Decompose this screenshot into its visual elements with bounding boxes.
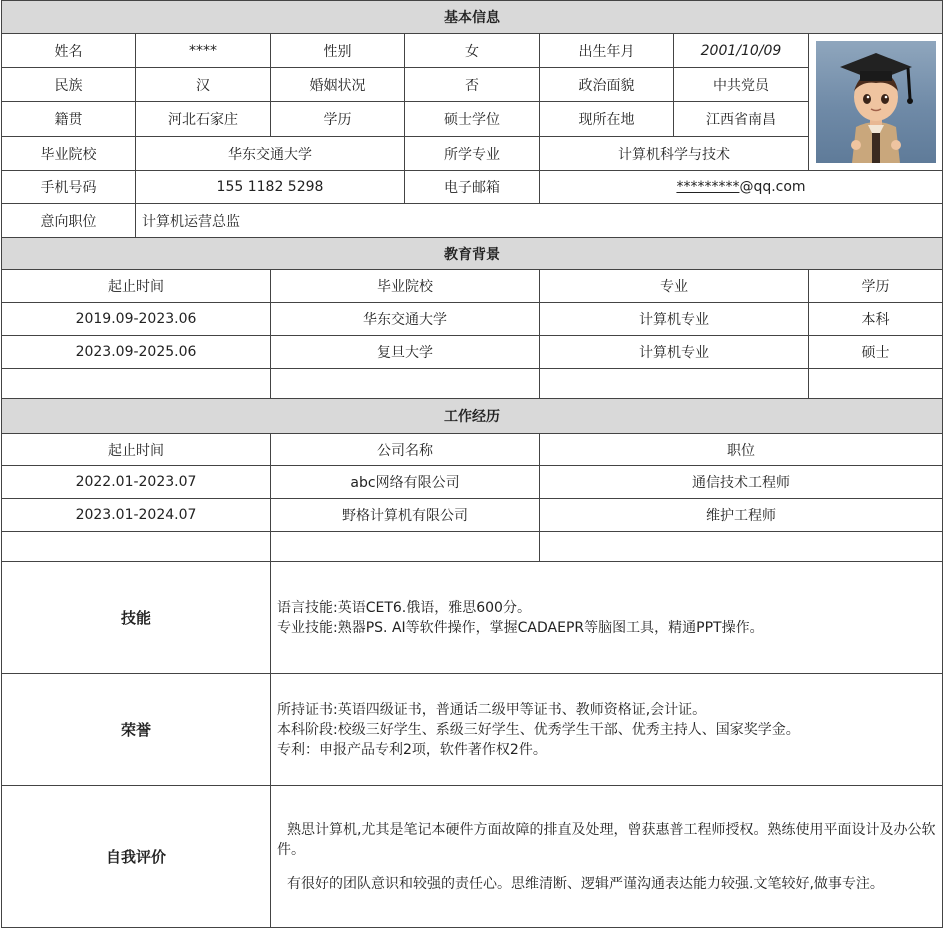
honors-content — [271, 674, 943, 786]
skills-label: 技能 — [2, 562, 271, 674]
section-basic-title: 基本信息 — [2, 1, 943, 34]
edu-header-degree: 学历 — [809, 270, 943, 303]
photo-cell — [809, 34, 943, 171]
gender-label: 性别 — [271, 34, 405, 68]
ethnic-value: 汉 — [136, 68, 271, 102]
resume-table — [1, 0, 943, 928]
work-empty-cell — [2, 532, 271, 562]
native-value: 河北石家庄 — [136, 102, 271, 137]
honors-line: 本科阶段:校级三好学生、系级三好学生、优秀学生干部、优秀主持人、国家奖学金。 — [277, 721, 800, 738]
position-value: 计算机运营总监 — [136, 204, 943, 238]
edu-degree: 硕士 — [809, 336, 943, 369]
major-value: 计算机科学与技术 — [540, 137, 809, 171]
self-eval-content — [271, 786, 943, 928]
work-position: 维护工程师 — [540, 499, 943, 532]
skills-line: 专业技能:熟器PS. AI等软件操作，掌握CADAEPR等脑图工具，精通PPT操作。 — [277, 619, 764, 636]
location-label: 现所在地 — [540, 102, 674, 137]
section-education-title: 教育背景 — [2, 238, 943, 270]
edu-school: 复旦大学 — [271, 336, 540, 369]
edu-empty-cell — [2, 369, 271, 399]
birth-value: 2001/10/09 — [674, 34, 809, 68]
location-value: 江西省南昌 — [674, 102, 809, 137]
table-row — [2, 499, 943, 532]
edu-header-school: 毕业院校 — [271, 270, 540, 303]
table-row — [2, 466, 943, 499]
name-label: 姓名 — [2, 34, 136, 68]
work-period: 2023.01-2024.07 — [2, 499, 271, 532]
native-label: 籍贯 — [2, 102, 136, 137]
work-empty-cell — [271, 532, 540, 562]
paragraph-gap — [277, 860, 936, 874]
degree-value: 硕士学位 — [405, 102, 540, 137]
phone-value: 155 1182 5298 — [136, 171, 405, 204]
email-masked: ********* — [676, 179, 740, 195]
work-header-position: 职位 — [540, 434, 943, 466]
ethnic-label: 民族 — [2, 68, 136, 102]
self-eval-paragraph: 有很好的团队意识和较强的责任心。思维清断、逻辑严谨沟通表达能力较强.文笔较好,做事专注。 — [287, 875, 884, 892]
edu-period: 2023.09-2025.06 — [2, 336, 271, 369]
work-empty-cell — [540, 532, 943, 562]
edu-school: 华东交通大学 — [271, 303, 540, 336]
edu-major: 计算机专业 — [540, 303, 809, 336]
edu-major: 计算机专业 — [540, 336, 809, 369]
table-row — [2, 303, 943, 336]
edu-empty-cell — [540, 369, 809, 399]
degree-label: 学历 — [271, 102, 405, 137]
political-label: 政治面貌 — [540, 68, 674, 102]
phone-label: 手机号码 — [2, 171, 136, 204]
edu-period: 2019.09-2023.06 — [2, 303, 271, 336]
table-row — [2, 336, 943, 369]
honors-line: 专利：申报产品专利2项，软件著作权2件。 — [277, 741, 547, 758]
self-eval-label: 自我评价 — [2, 786, 271, 928]
work-position: 通信技术工程师 — [540, 466, 943, 499]
honors-line: 所持证书:英语四级证书，普通话二级甲等证书、教师资格证,会计证。 — [277, 701, 707, 718]
work-header-period: 起止时间 — [2, 434, 271, 466]
edu-header-period: 起止时间 — [2, 270, 271, 303]
self-eval-paragraph: 熟思计算机,尤其是笔记本硬件方面故障的排直及处理，曾获惠普工程师授权。熟练使用平面设计及办公软件。 — [277, 821, 936, 858]
skills-content — [271, 562, 943, 674]
honors-label: 荣誉 — [2, 674, 271, 786]
graduate-avatar-icon — [816, 41, 936, 163]
name-value: **** — [136, 34, 271, 68]
major-label: 所学专业 — [405, 137, 540, 171]
gender-value: 女 — [405, 34, 540, 68]
email-domain: @qq.com — [739, 179, 806, 195]
work-header-company: 公司名称 — [271, 434, 540, 466]
email-label: 电子邮箱 — [405, 171, 540, 204]
section-work-title: 工作经历 — [2, 399, 943, 434]
school-label: 毕业院校 — [2, 137, 136, 171]
marital-value: 否 — [405, 68, 540, 102]
edu-empty-cell — [809, 369, 943, 399]
school-value: 华东交通大学 — [136, 137, 405, 171]
table-row — [2, 369, 943, 399]
birth-label: 出生年月 — [540, 34, 674, 68]
edu-empty-cell — [271, 369, 540, 399]
edu-degree: 本科 — [809, 303, 943, 336]
email-value — [540, 171, 943, 204]
edu-header-major: 专业 — [540, 270, 809, 303]
marital-label: 婚姻状况 — [271, 68, 405, 102]
work-company: 野格计算机有限公司 — [271, 499, 540, 532]
table-row — [2, 532, 943, 562]
work-company: abc网络有限公司 — [271, 466, 540, 499]
work-period: 2022.01-2023.07 — [2, 466, 271, 499]
skills-line: 语言技能:英语CET6.俄语，雅思600分。 — [277, 599, 531, 616]
political-value: 中共党员 — [674, 68, 809, 102]
position-label: 意向职位 — [2, 204, 136, 238]
